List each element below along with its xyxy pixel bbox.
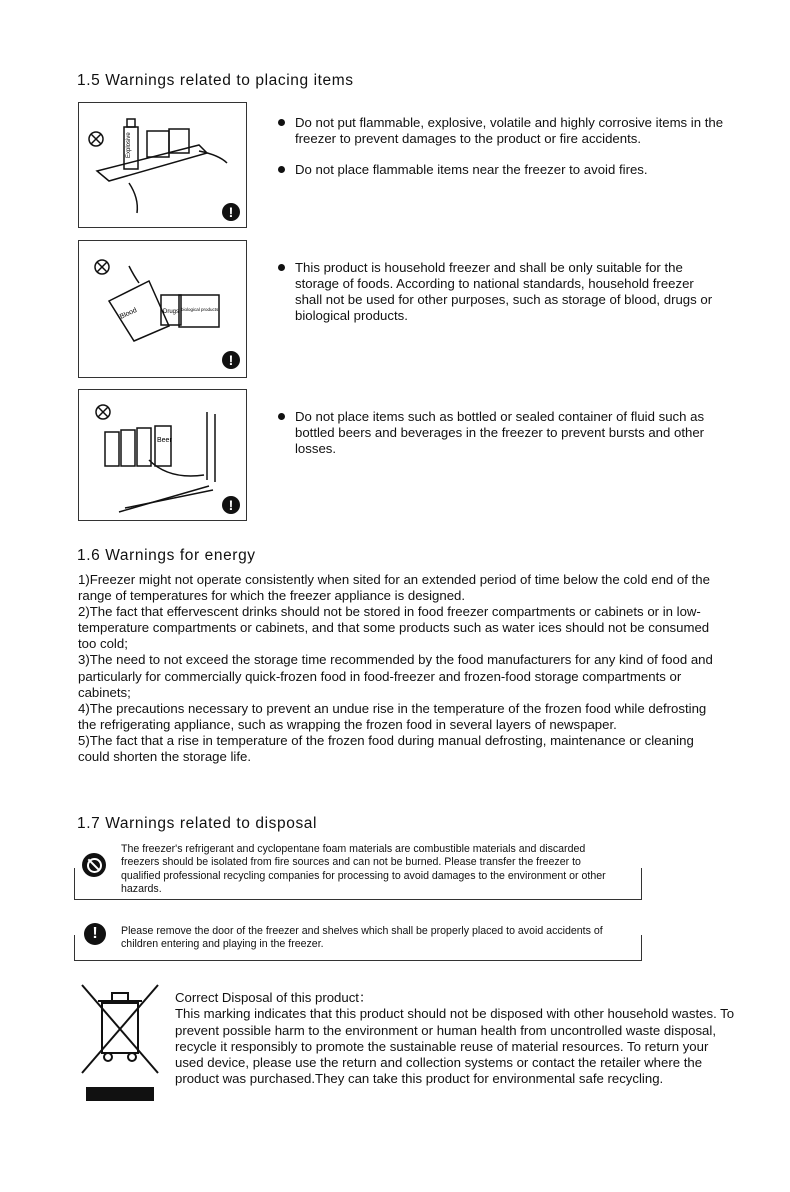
- illustration-flammable-items: [78, 102, 247, 228]
- bullet-dot: [278, 119, 285, 126]
- weee-title: Correct Disposal of this product：: [175, 990, 373, 1005]
- exclamation-icon: !: [222, 496, 240, 514]
- weee-text: [175, 990, 735, 1088]
- weee-body: This marking indicates that this product should not be disposed with other household wastes. To prevent possible harm to the environment or human health from uncontrolled waste disposal, recycle it responsibly to promote the sustainable reuse of material resources. To return your used device, please use the return and collection systems or contact the retailer where the product was purchased.They can take this product for environmental safe recycling.: [175, 1006, 735, 1087]
- bullet-dot: [278, 413, 285, 420]
- energy-item-4: 4)The precautions necessary to prevent an undue rise in the temperature of the frozen food while defrosting the refrigerating appliance, such as wrapping the frozen food in several layers of newspaper.: [78, 700, 707, 732]
- disposal-note-fire: The freezer's refrigerant and cyclopentane foam materials are combustible materials and discarded freezers should be isolated from fire sources and can not be burned. Please transfer the freezer to qualified professional recycling companies for processing to avoid damages to the environment or other hazards.: [121, 843, 606, 895]
- bullet-text: Do not place flammable items near the freezer to avoid fires.: [295, 162, 648, 177]
- box-label: biological products: [181, 307, 219, 312]
- flammable-items-drawing: [79, 103, 246, 227]
- bullet-dot: [278, 166, 285, 173]
- energy-item-3: 3)The need to not exceed the storage time recommended by the food manufacturers for any kind of food and particularly for commercially quick-frozen food in food-freezer and frozen-food storage compartments or cabinets;: [78, 652, 713, 700]
- illustration-bottled-beverages: [78, 389, 247, 521]
- section-title-energy: 1.6 Warnings for energy: [77, 547, 256, 564]
- bottle-label: Explosive: [126, 132, 132, 158]
- black-bar: [86, 1087, 154, 1101]
- jar-label: Drugs: [163, 309, 180, 315]
- bag-label: Blood: [118, 306, 139, 321]
- can-label: Beer: [157, 437, 172, 444]
- section-title-placing: 1.5 Warnings related to placing items: [77, 72, 354, 89]
- bullet-text: This product is household freezer and shall be only suitable for the storage of foods. According to national standards, household freezer shall not be used for other purposes, such as storage of blood, drugs or biological products.: [295, 260, 713, 323]
- bullet-text: Do not place items such as bottled or sealed container of fluid such as bottled beers and beverages in the freezer to prevent bursts and other losses.: [295, 409, 705, 456]
- exclamation-icon: !: [222, 203, 240, 221]
- prohibition-icon: [82, 853, 106, 877]
- section-title-disposal: 1.7 Warnings related to disposal: [77, 815, 318, 832]
- blood-drugs-drawing: [79, 241, 246, 377]
- bullet-text: Do not put flammable, explosive, volatile and highly corrosive items in the freezer to prevent damages to the product or fire accidents.: [295, 115, 724, 146]
- illustration-blood-drugs: [78, 240, 247, 378]
- crossed-bin-icon: [78, 983, 162, 1103]
- exclamation-icon: !: [84, 923, 106, 945]
- energy-paragraphs: [78, 572, 723, 765]
- disposal-note-door: Please remove the door of the freezer and shelves which shall be properly placed to avoid accidents of children entering and playing in the freezer.: [121, 925, 603, 951]
- bottled-beverages-drawing: [79, 390, 246, 520]
- exclamation-icon: !: [222, 351, 240, 369]
- energy-item-5: 5)The fact that a rise in temperature of the frozen food during manual defrosting, maintenance or cleaning could shorten the storage life.: [78, 732, 694, 765]
- energy-item-1: 1)Freezer might not operate consistently when sited for an extended period of time below the cold end of the range of temperatures for which the freezer appliance is designed.: [78, 572, 710, 604]
- bullet-dot: [278, 264, 285, 271]
- energy-item-2: 2)The fact that effervescent drinks should not be stored in food freezer compartments or cabinets or in low-temperature compartments or cabinets, and that some products such as water ices should not be consumed too cold;: [78, 604, 710, 652]
